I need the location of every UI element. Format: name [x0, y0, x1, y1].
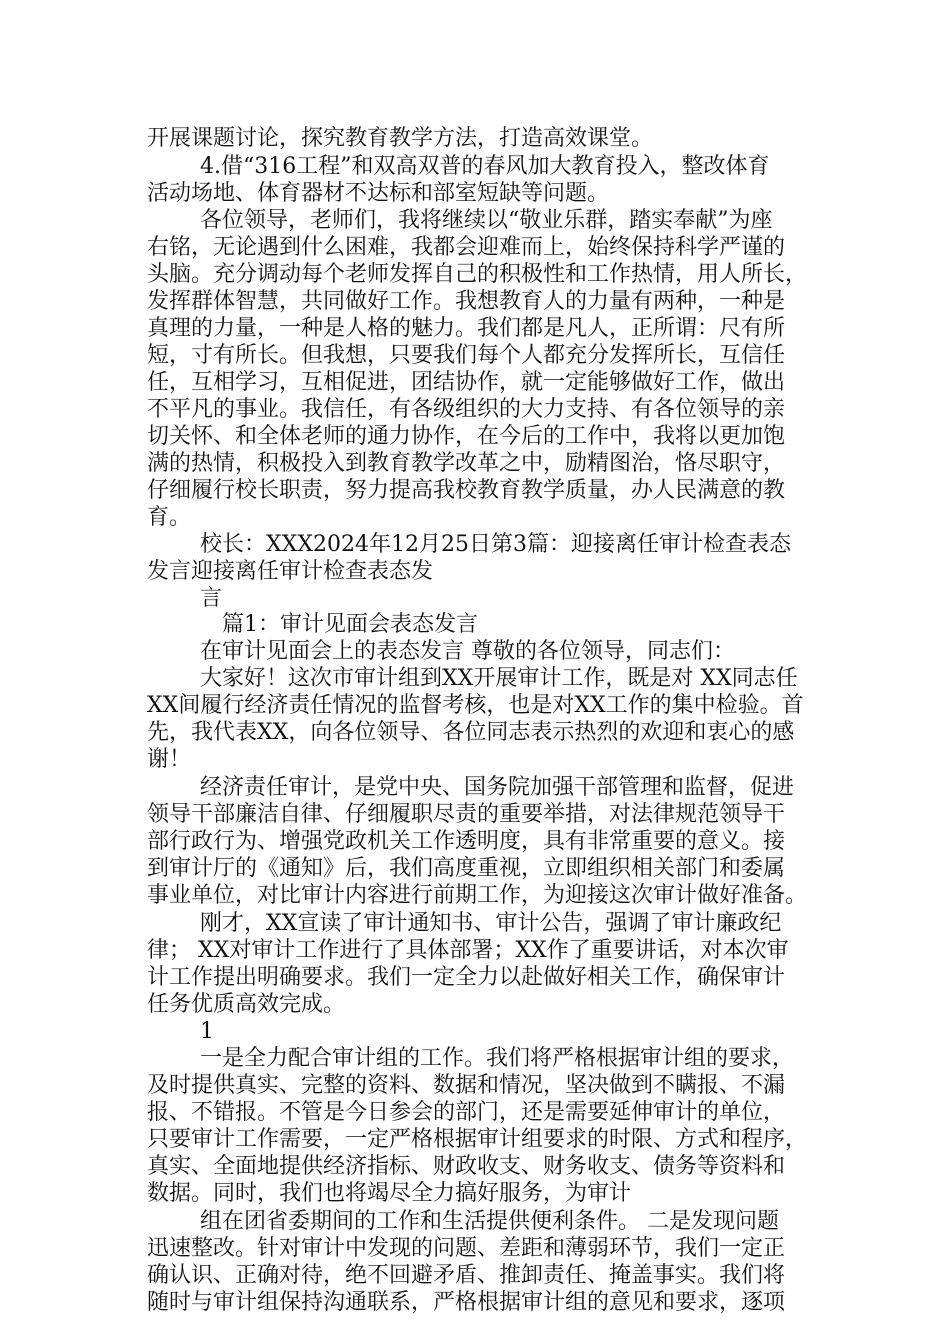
text-line: 组在团省委期间的工作和生活提供便利条件。 二是发现问题 [200, 1209, 779, 1234]
text-line: 大家好！这次市审计组到XX开展审计工作，既是对 XX同志任 [200, 666, 798, 691]
text-line: 律； XX对审计工作进行了具体部署；XX作了重要讲话，对本次审 [147, 938, 789, 963]
text-line: 短，寸有所长。但我想，只要我们每个人都充分发挥所长，互信任 [147, 343, 786, 368]
text-line: 言 [200, 586, 223, 611]
text-line: 切关怀、和全体老师的通力协作，在今后的工作中，我将以更加饱 [147, 424, 786, 449]
text-line: 部行政行为、增强党政机关工作透明度，具有非常重要的意义。接 [147, 829, 786, 854]
text-line: 经济责任审计，是党中央、国务院加强干部管理和监督，促进 [200, 775, 795, 800]
text-line: 发言迎接离任审计检查表态发 [147, 559, 434, 584]
text-line: 迅速整改。针对审计中发现的问题、差距和薄弱环节，我们一定正 [147, 1236, 786, 1261]
text-line: 发挥群体智慧，共同做好工作。我想教育人的力量有两种，一种是 [147, 289, 786, 314]
text-line: 不平凡的事业。我信任，有各级组织的大力支持、有各位领导的亲 [147, 397, 786, 422]
text-line: 报、不错报。不管是今日参会的部门，还是需要延伸审计的单位， [147, 1100, 786, 1125]
text-line: 确认识、正确对待，绝不回避矛盾、推卸责任、掩盖事实。我们将 [147, 1263, 786, 1288]
text-line: 一是全力配合审计组的工作。我们将严格根据审计组的要求， [200, 1046, 795, 1071]
text-line: 开展课题讨论，探究教育教学方法，打造高效课堂。 [147, 126, 654, 151]
text-line: 头脑。充分调动每个老师发挥自己的积极性和工作热情，用人所长， [147, 262, 808, 287]
text-line: 及时提供真实、完整的资料、数据和情况，坚决做到不瞒报、不漏 [147, 1073, 786, 1098]
text-line: 4.借“316工程”和双高双普的春风加大教育投入，整改体育 [200, 154, 770, 179]
text-line: 校长：XXX2024年12月25日第3篇：迎接离任审计检查表态 [200, 532, 791, 557]
text-line: 满的热情，积极投入到教育教学改革之中，励精图治，恪尽职守， [147, 451, 786, 476]
text-line: 只要审计工作需要，一定严格根据审计组要求的时限、方式和程序， [147, 1127, 808, 1152]
text-line: 领导干部廉洁自律、仔细履职尽责的重要举措，对法律规范领导干 [147, 802, 786, 827]
text-line: 真实、全面地提供经济指标、财政收支、财务收支、债务等资料和 [147, 1154, 786, 1179]
text-line: 先，我代表XX，向各位领导、各位同志表示热烈的欢迎和衷心的感 [147, 720, 795, 745]
text-line: 真理的力量，一种是人格的魅力。我们都是凡人，正所谓：尺有所 [147, 316, 786, 341]
text-line: XX间履行经济责任情况的监督考核，也是对XX工作的集中检验。首 [147, 693, 804, 718]
text-line: 到审计厅的《通知》后，我们高度重视，立即组织相关部门和委属 [147, 856, 786, 881]
text-line: 任，互相学习，互相促进，团结协作，就一定能够做好工作，做出 [147, 370, 786, 395]
text-line: 计工作提出明确要求。我们一定全力以赴做好相关工作，确保审计 [147, 965, 786, 990]
text-line: 右铭，无论遇到什么困难，我都会迎难而上，始终保持科学严谨的 [147, 235, 786, 260]
text-line: 在审计见面会上的表态发言 尊敬的各位领导，同志们： [200, 639, 735, 664]
text-line: 谢！ [147, 747, 192, 772]
text-line: 仔细履行校长职责，努力提高我校教育教学质量，办人民满意的教 [147, 478, 786, 503]
text-line: 随时与审计组保持沟通联系，严格根据审计组的意见和要求，逐项 [147, 1290, 786, 1315]
text-line: 任务优质高效完成。 [147, 992, 346, 1017]
section-heading: 篇1：审计见面会表态发言 [222, 612, 478, 637]
text-line: 活动场地、体育器材不达标和部室短缺等问题。 [147, 181, 610, 206]
text-line: 育。 [147, 505, 192, 530]
page-number: 1 [200, 1019, 214, 1044]
text-line: 数据。同时，我们也将竭尽全力搞好服务，为审计 [147, 1181, 632, 1206]
text-line: 各位领导，老师们，我将继续以“敬业乐群，踏实奉献”为座 [200, 208, 773, 233]
text-line: 刚才，XX宣读了审计通知书、审计公告，强调了审计廉政纪 [200, 911, 782, 936]
text-line: 事业单位，对比审计内容进行前期工作，为迎接这次审计做好准备。 [147, 883, 808, 908]
